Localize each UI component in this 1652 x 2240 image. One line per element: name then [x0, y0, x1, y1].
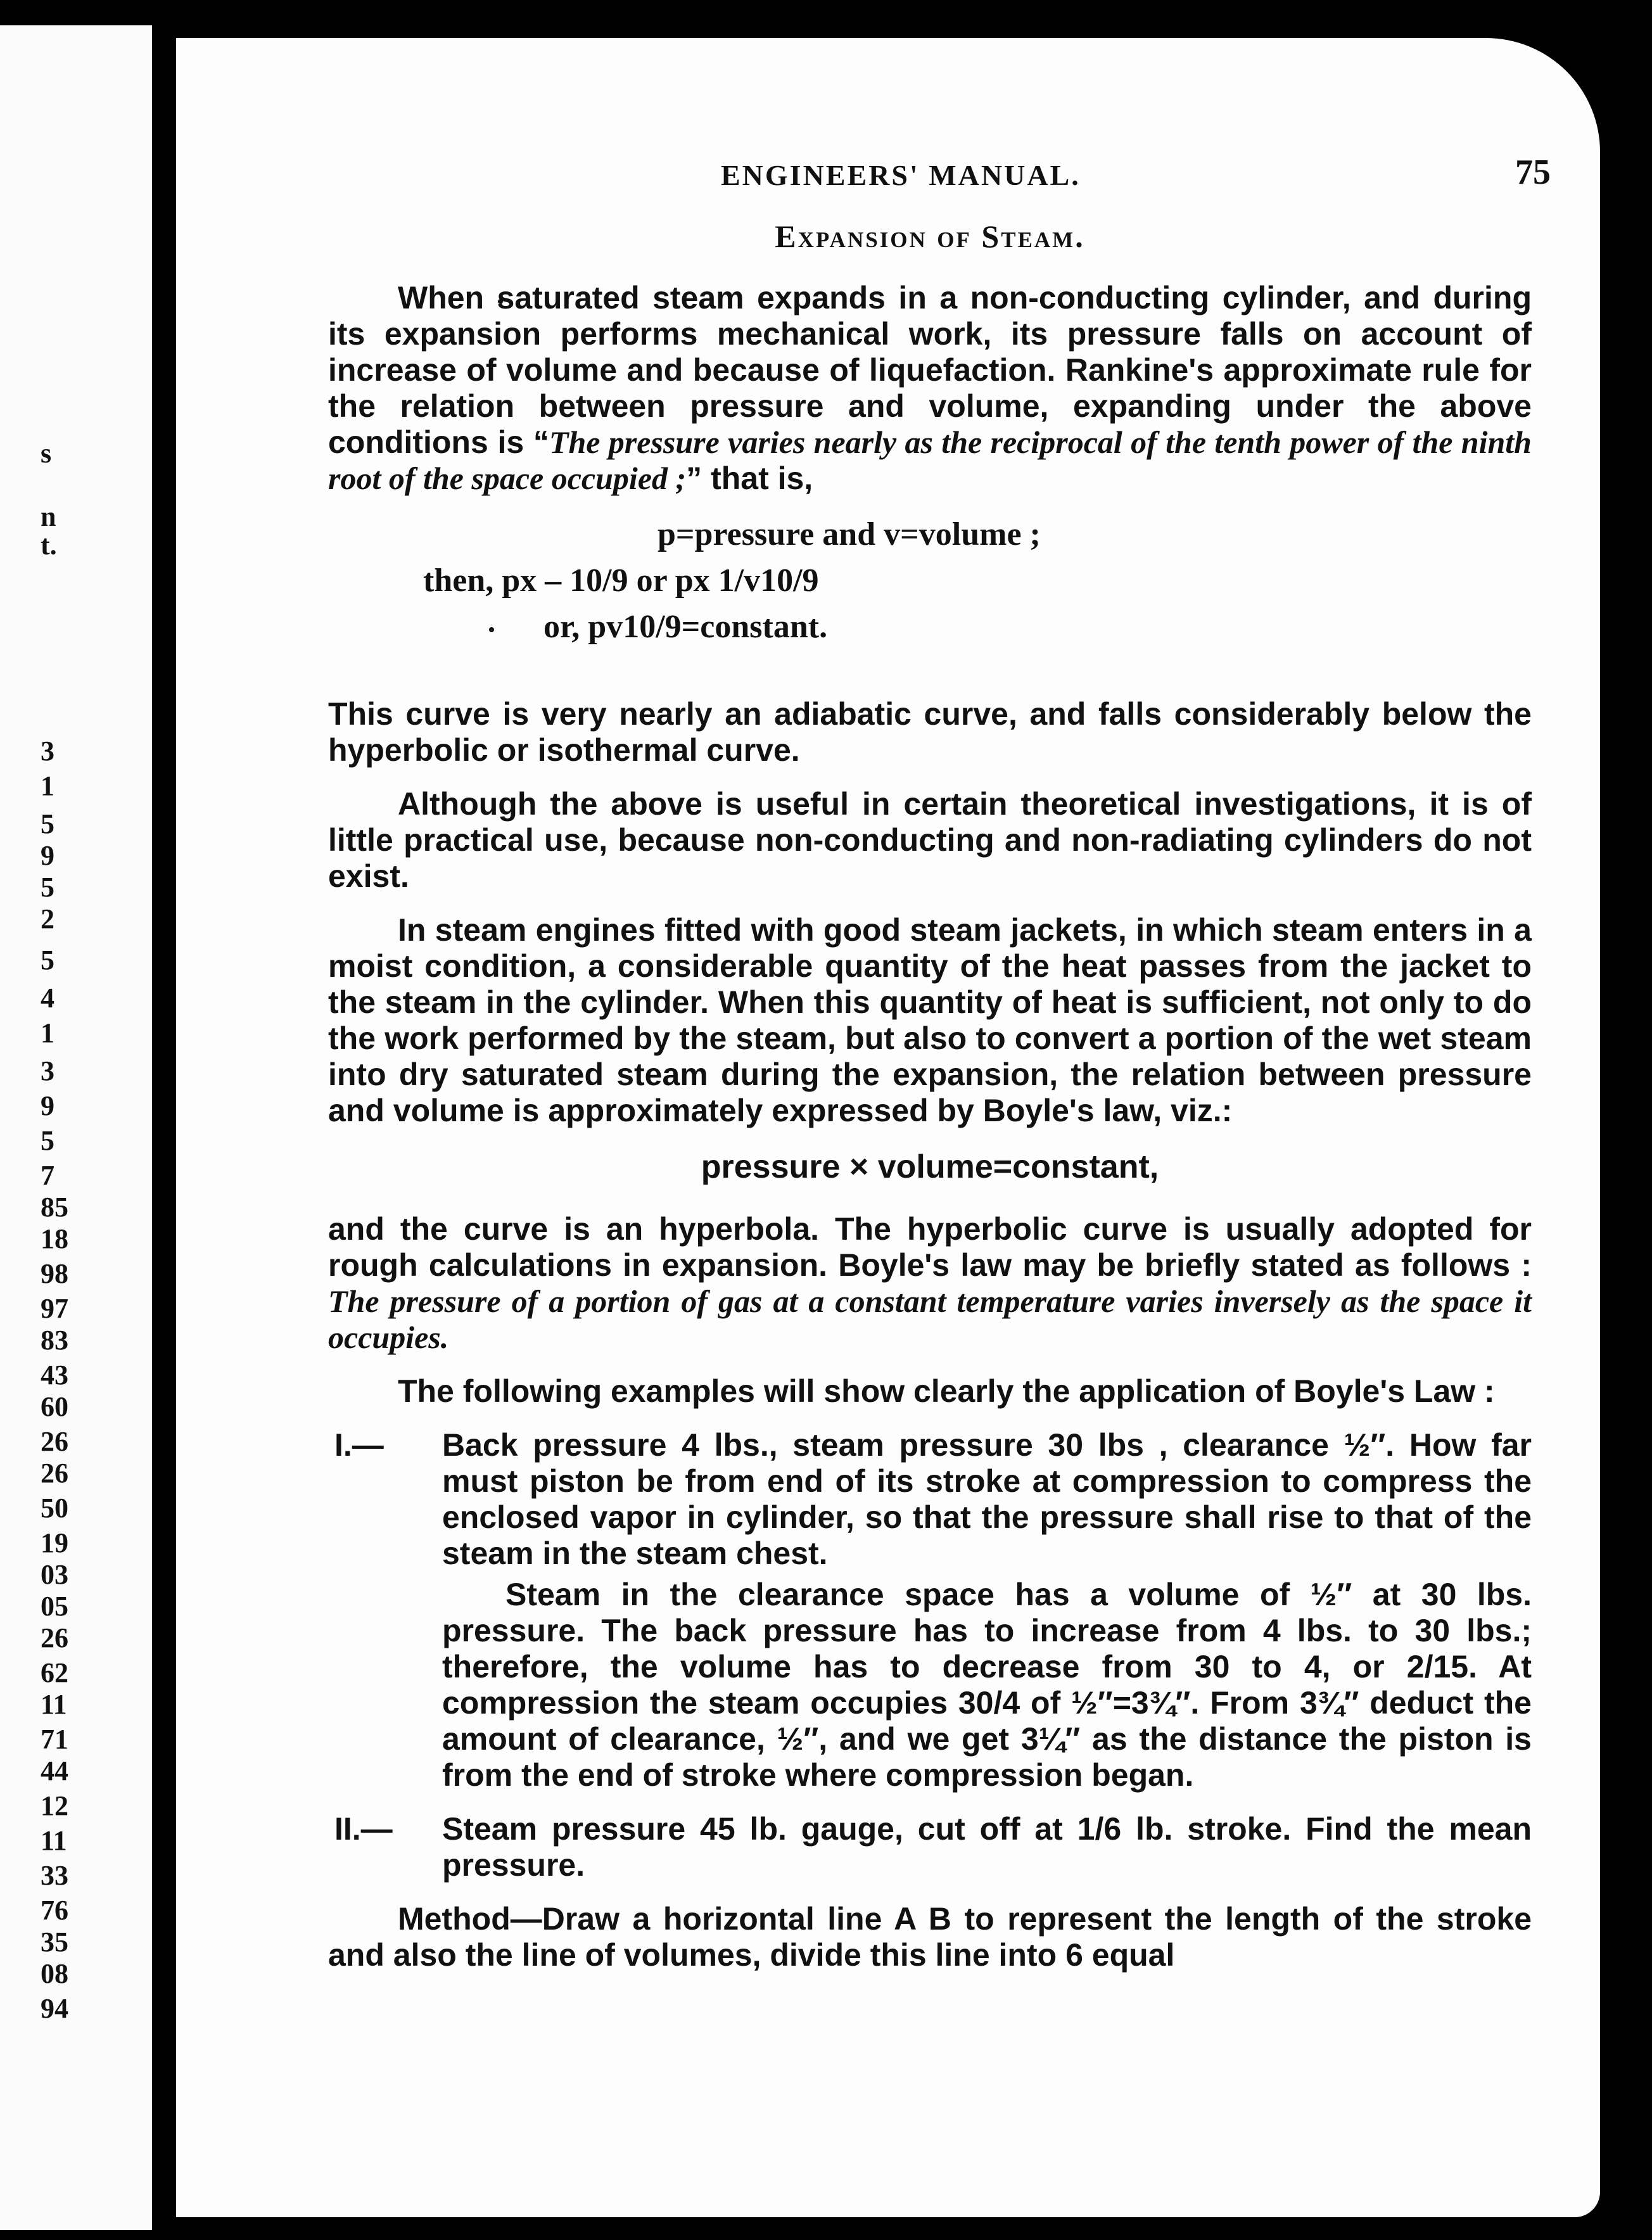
- italic-boyle-law: The pressure of a portion of gas at a constant temperature varies inversely as the space it occupies.: [328, 1283, 1532, 1355]
- left-page-number: 08: [41, 1958, 68, 1989]
- left-page-number: 26: [41, 1426, 68, 1457]
- left-page-number: 4: [41, 983, 54, 1014]
- left-page-number: 12: [41, 1790, 68, 1821]
- left-page-number: 97: [41, 1293, 68, 1324]
- left-page-number: 94: [41, 1993, 68, 2024]
- left-page-number: 3: [41, 1055, 54, 1086]
- formula-definitions: p=pressure and v=volume ;: [658, 516, 1041, 552]
- left-page-number: t.: [41, 530, 57, 561]
- left-page-number: 43: [41, 1359, 68, 1390]
- left-page-number: 1: [41, 770, 54, 801]
- running-title: ENGINEERS' MANUAL.: [721, 159, 1081, 191]
- left-page-number: 50: [41, 1492, 68, 1524]
- left-page-number: 26: [41, 1622, 68, 1653]
- left-page-number: 26: [41, 1458, 68, 1489]
- left-page-number: 5: [41, 872, 54, 903]
- example-2-label: II.—: [334, 1811, 393, 1847]
- left-page-number: 62: [41, 1657, 68, 1688]
- left-page-number: 33: [41, 1860, 68, 1891]
- paragraph-rankine: When saturated steam expands in a non-conducting cylinder, and during its expansion performs mechanical work, its pressure falls on account of increase of volume and because of liquefaction. Rankine's approximate rule for the relation between pressure and volume, expanding under the above conditions is “The pressure varies nearly as the reciprocal of the tenth power of the ninth root of the space occupied ;” that is,: [328, 280, 1532, 496]
- formula-then: then, px – 10/9 or px 1/v10/9: [423, 563, 819, 599]
- left-page-number: 71: [41, 1724, 68, 1755]
- book-page: [176, 38, 1600, 2217]
- section-title: Expansion of Steam.: [775, 219, 1085, 254]
- left-page-number: 35: [41, 1926, 68, 1957]
- left-page-number: 5: [41, 945, 54, 976]
- italic-rule: The pressure varies nearly as the reciprocal of the tenth power of the ninth root of the space occupied ;: [328, 424, 1532, 496]
- left-page-number: 19: [41, 1527, 68, 1558]
- paragraph-adiabatic: This curve is very nearly an adiabatic curve, and falls considerably below the hyperbolic or isothermal curve.: [328, 696, 1532, 768]
- example-1-solution: Steam in the clearance space has a volume of ½″ at 30 lbs. pressure. The back pressure has to increase from 4 lbs. to 30 lbs.; therefore, the volume has to decrease from 30 to 4, or 2/15. At compression the steam occupies 30/4 of ½″=3¾″. From 3¾″ deduct the amount of clearance, ½″, and we get 3¼″ as the distance the piston is from the end of stroke where compression began.: [442, 1577, 1532, 1793]
- left-page-number: 83: [41, 1325, 68, 1356]
- left-page-number: 7: [41, 1160, 54, 1191]
- book-gutter: [152, 0, 177, 2240]
- left-page-number: n: [41, 501, 56, 532]
- left-page-number: 03: [41, 1559, 68, 1590]
- left-page-number: 9: [41, 840, 54, 871]
- page-content: [328, 153, 1551, 1991]
- left-page-number: 98: [41, 1258, 68, 1289]
- left-page-number: 9: [41, 1090, 54, 1121]
- left-page-number: 60: [41, 1391, 68, 1422]
- example-1-body: [442, 1427, 1532, 1793]
- left-page-number: 85: [41, 1192, 68, 1223]
- page-number: 75: [1515, 153, 1551, 192]
- example-1: [328, 1427, 1532, 1793]
- formula-boyle: pressure × volume=constant,: [701, 1149, 1159, 1185]
- left-page-number: 76: [41, 1895, 68, 1926]
- left-page-number: 11: [41, 1689, 67, 1720]
- left-page-number: 05: [41, 1591, 68, 1622]
- left-page-edge: [0, 25, 152, 2230]
- paragraph-examples-intro: The following examples will show clearly the application of Boyle's Law :: [398, 1373, 1495, 1409]
- paragraph-steam-jackets: In steam engines fitted with good steam jackets, in which steam enters in a moist condition, a considerable quantity of the heat passes from the jacket to the steam in the cylinder. When this quantity of heat is sufficient, not only to do the work performed by the steam, but also to convert a portion of the wet steam into dry saturated steam during the expansion, the relation between pressure and volume is approximately expressed by Boyle's law, viz.:: [328, 912, 1532, 1128]
- left-page-number: 11: [41, 1825, 67, 1856]
- left-page-number: 5: [41, 1125, 54, 1156]
- paragraph-hyperbola: and the curve is an hyperbola. The hyperbolic curve is usually adopted for rough calculations in expansion. Boyle's law may be briefly stated as follows : The pressure of a portion of gas at a constant temperature varies inversely as the space it occupies.: [328, 1211, 1532, 1355]
- example-2: [328, 1811, 1532, 1883]
- running-head: [328, 153, 1551, 209]
- formula-constant: or, pv10/9=constant.: [543, 609, 828, 645]
- left-page-number: s: [41, 438, 52, 469]
- left-page-number: 2: [41, 903, 54, 934]
- left-page-number: 3: [41, 735, 54, 767]
- example-1-label: I.—: [334, 1427, 384, 1463]
- paragraph-theoretical: Although the above is useful in certain theoretical investigations, it is of little practical use, because non-conducting and non-radiating cylinders do not exist.: [328, 786, 1532, 894]
- left-page-number: 1: [41, 1017, 54, 1048]
- left-page-number: 5: [41, 808, 54, 839]
- left-page-number: 44: [41, 1755, 68, 1786]
- paragraph-method: Method—Draw a horizontal line A B to represent the length of the stroke and also the line of volumes, divide this line into 6 equal: [328, 1901, 1532, 1973]
- example-2-body: Steam pressure 45 lb. gauge, cut off at 1/6 lb. stroke. Find the mean pressure.: [442, 1811, 1532, 1883]
- example-1-question: Back pressure 4 lbs., steam pressure 30 lbs , clearance ½″. How far must piston be from end of its stroke at compression to compress the enclosed vapor in cylinder, so that the pressure shall rise to that of the steam in the steam chest.: [442, 1427, 1532, 1571]
- left-page-number: 18: [41, 1223, 68, 1254]
